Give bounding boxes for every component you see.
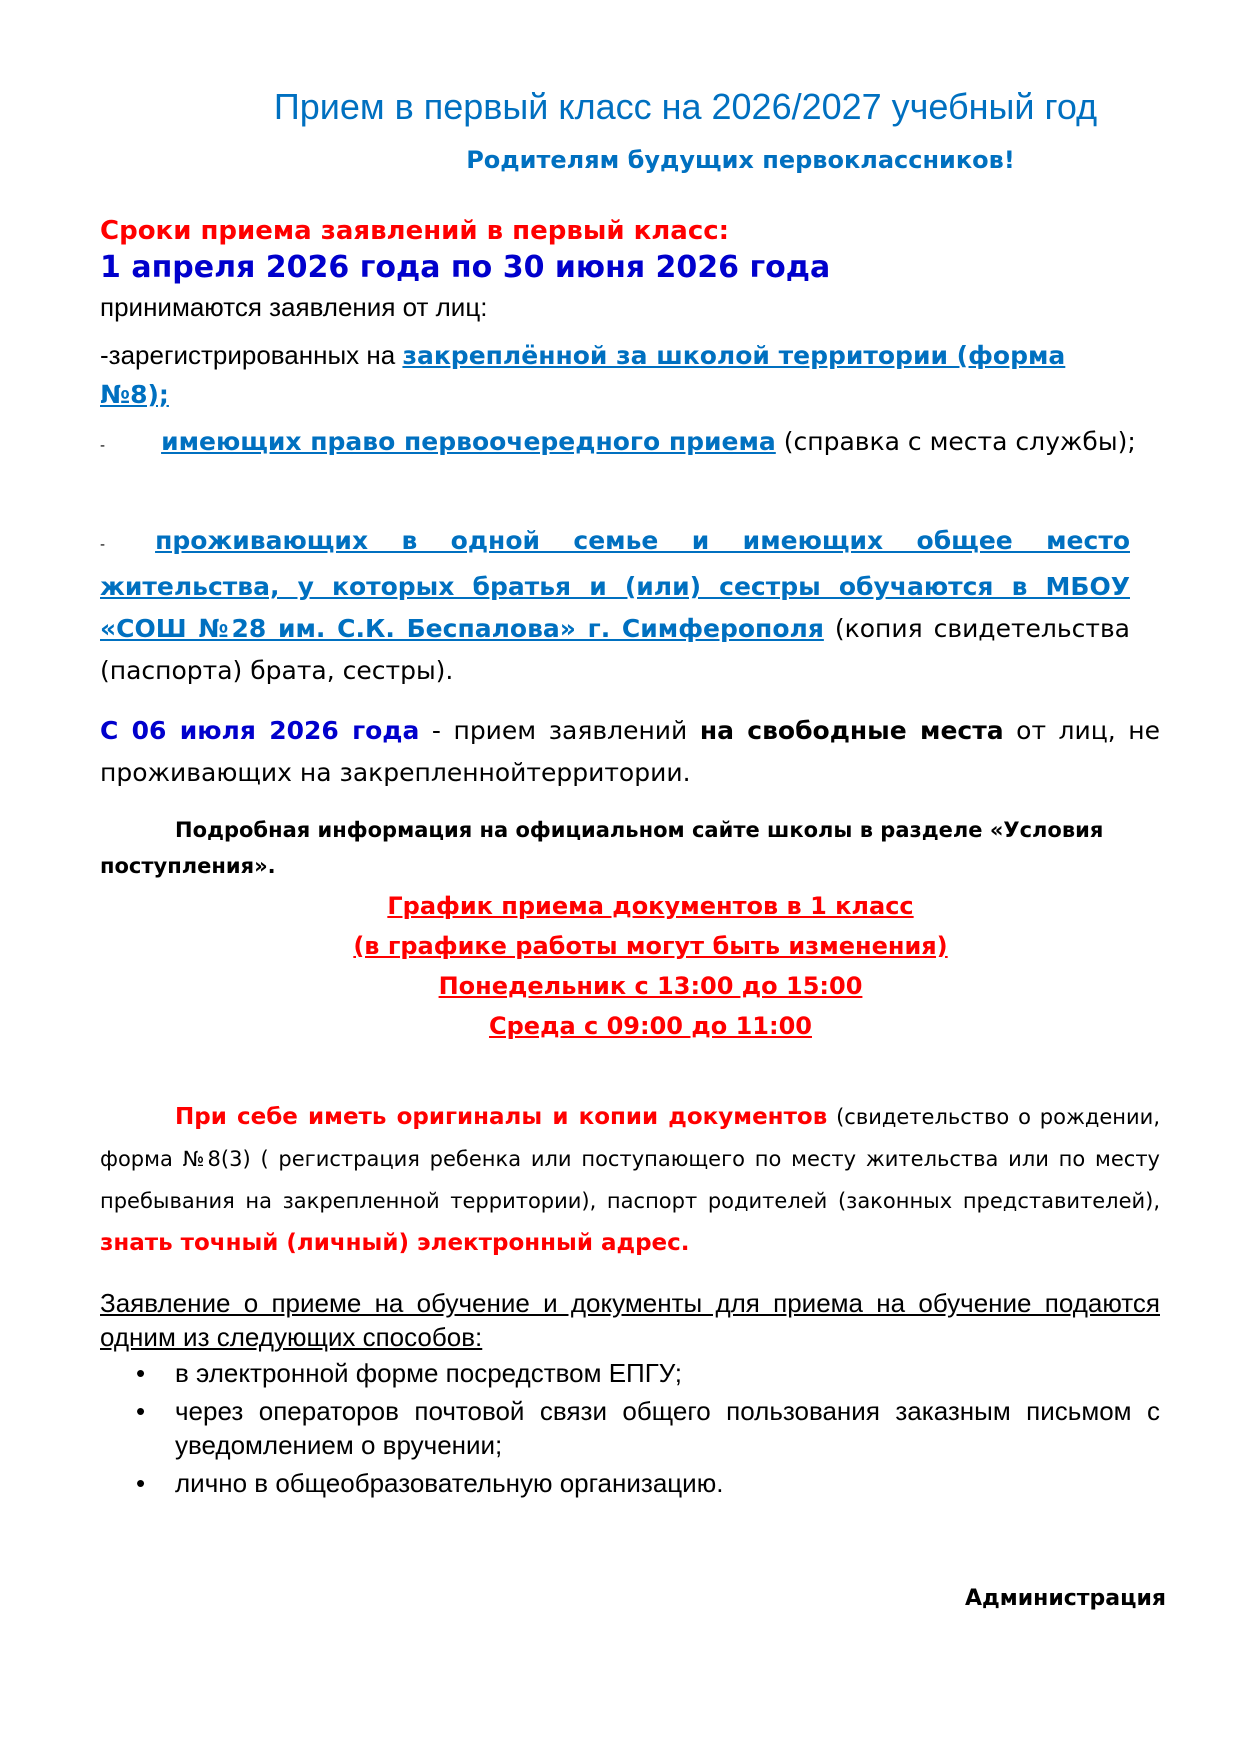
submission-methods-list (100, 1356, 1160, 1504)
bullet-icon: • (136, 1468, 146, 1498)
page-subtitle: Родителям будущих первоклассников! (466, 146, 1015, 174)
documents-paragraph (100, 1096, 1160, 1264)
submission-intro: Заявление о приеме на обучение и документы для приема на обучение подаются одним из следующих способов: (100, 1288, 1160, 1352)
list-item (100, 1466, 1160, 1500)
free-places-rest: от лиц, не проживающих на закрепленнойтерритории. (100, 716, 1160, 787)
signature: Администрация (964, 1586, 1166, 1611)
priority-link[interactable]: имеющих право первоочередного приема (161, 427, 776, 456)
page-title: Прием в первый класс на 2026/2027 учебный год (273, 86, 1098, 127)
documents-bold: При себе иметь оригиналы и копии документов (175, 1104, 828, 1130)
free-places-date: С 06 июля 2026 года (100, 716, 420, 745)
criteria-registered (100, 336, 1140, 414)
schedule-block (0, 886, 1241, 1046)
accepted-from-text: принимаются заявления от лиц: (100, 292, 488, 322)
free-places-dash: - прием заявлений (419, 716, 700, 745)
deadline-dates: 1 апреля 2026 года по 30 июня 2026 года (100, 250, 831, 285)
criteria-priority (100, 420, 1140, 468)
siblings-link[interactable]: проживающих в одной семье и имеющих общее место жительства, у которых братья и (или) сестры обучаются в МБОУ «СОШ №28 им. С.К. Беспалова» г. Симферополя (100, 526, 1130, 643)
criteria-registered-prefix: -зарегистрированных на (100, 340, 403, 370)
schedule-title: График приема документов в 1 класс (387, 892, 914, 920)
method-text: через операторов почтовой связи общего пользования заказным письмом с уведомлением о вручении; (175, 1396, 1160, 1460)
documents-text: (свидетельство о рождении, форма №8(3) ( регистрация ребенка или поступающего по месту жительства или по месту пребывания на закрепленной территории), паспорт родителей (законных представителей), (100, 1105, 1160, 1213)
schedule-monday: Понедельник с 13:00 до 15:00 (438, 972, 863, 1000)
method-text: в электронной форме посредством ЕПГУ; (175, 1358, 682, 1388)
schedule-note: (в графике работы могут быть изменения) (353, 932, 948, 960)
deadline-heading: Сроки приема заявлений в первый класс: (100, 216, 730, 246)
criteria-priority-prefix: - (100, 438, 106, 454)
criteria-siblings (100, 520, 1130, 692)
free-places-bold: на свободные места (699, 716, 1004, 745)
criteria-siblings-prefix: - (100, 537, 106, 553)
list-item (100, 1394, 1160, 1462)
info-paragraph: Подробная информация на официальном сайте школы в разделе «Условия поступления». (100, 818, 1104, 878)
documents-email-note: знать точный (личный) электронный адрес. (100, 1230, 690, 1256)
method-text: лично в общеобразовательную организацию. (175, 1468, 724, 1498)
list-item (100, 1356, 1160, 1390)
schedule-wednesday: Среда с 09:00 до 11:00 (489, 1012, 812, 1040)
bullet-icon: • (136, 1396, 146, 1426)
criteria-siblings-suffix: (копия свидетельства (паспорта) брата, сестры). (100, 614, 1130, 685)
free-places-paragraph (100, 710, 1160, 794)
bullet-icon: • (136, 1358, 146, 1388)
territory-link[interactable]: закреплённой за школой территории (форма №8); (100, 341, 1066, 409)
criteria-priority-suffix: (справка с места службы); (775, 427, 1136, 456)
